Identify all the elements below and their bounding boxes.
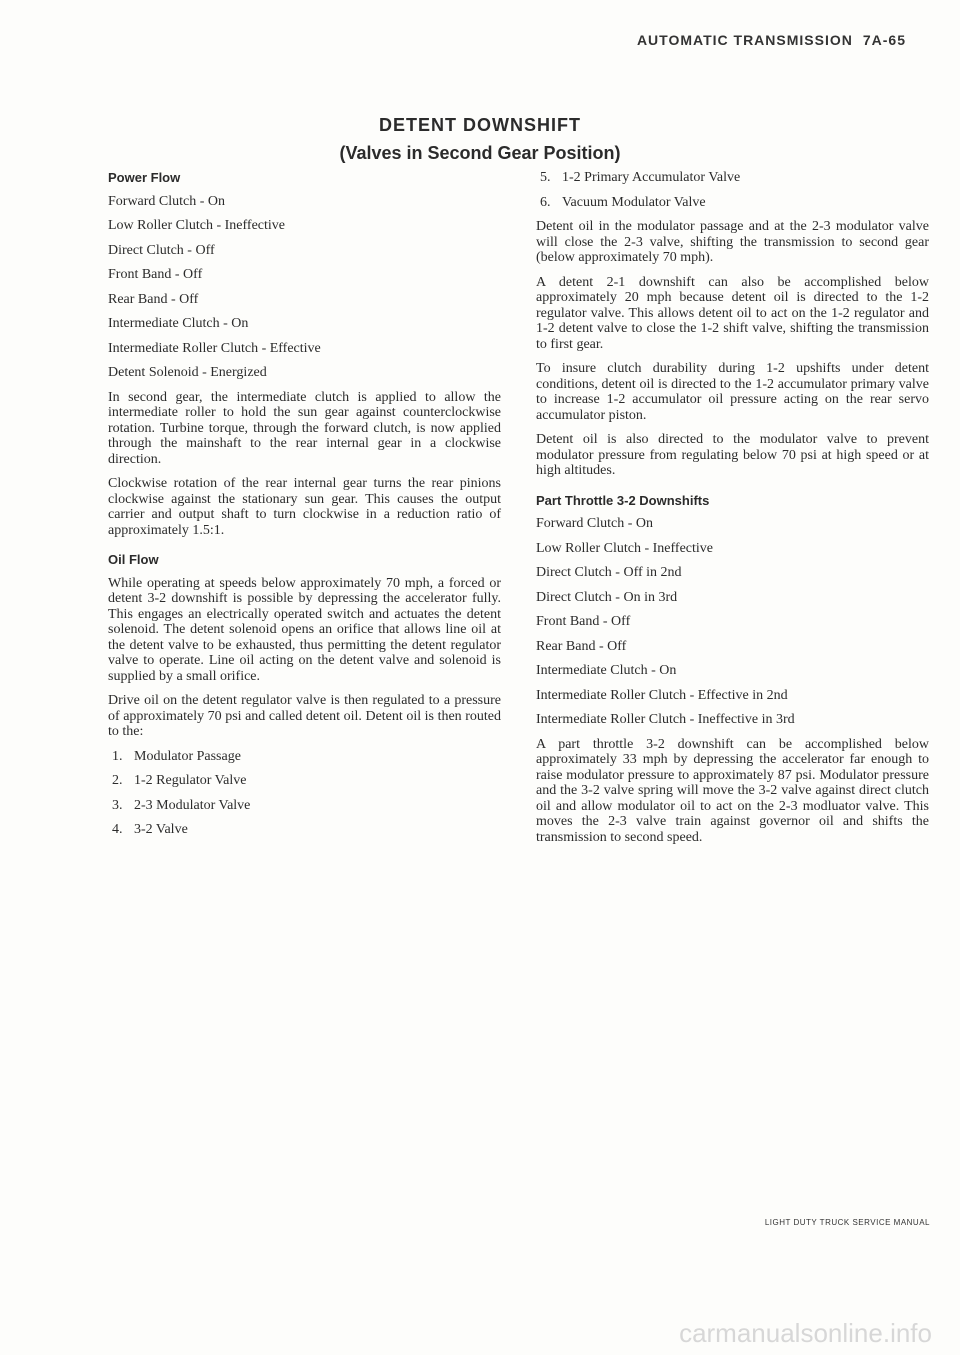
part-throttle-heading: Part Throttle 3-2 Downshifts — [536, 492, 710, 508]
power-flow-heading: Power Flow — [108, 170, 181, 185]
item-number: 6. — [540, 194, 551, 210]
list-item: Intermediate Roller Clutch - Effective in 2nd — [536, 687, 788, 703]
numbered-item — [536, 195, 929, 211]
item-number: 4. — [112, 822, 123, 837]
paragraph: Drive oil on the detent regulator valve is then regulated to a pressure of approximately 70 psi and called detent oil. Detent oil is then routed to the: — [108, 693, 501, 739]
list-item: Detent Solenoid - Energized — [108, 365, 267, 380]
list-item: Rear Band - Off — [108, 291, 199, 307]
item-text: 2-3 Modulator Valve — [134, 797, 251, 813]
paragraph: To insure clutch durability during 1-2 upshifts under detent conditions, detent oil is directed to the 1-2 accumulator primary valve to increase 1-2 accumulator oil pressure acting on the rear servo accumulator piston. — [536, 361, 929, 423]
paragraph: A part throttle 3-2 downshift can be accomplished below approximately 33 mph by depressing the accelerator far enough to raise modulator pressure to approximately 87 psi. Modulator pressure and the 3-2 valve spring will move the 3-2 valve against direct clutch oil and allow modulator oil to act on the 2-3 modluator valve. This moves the 2-3 valve train against governor oil and shifts the transmission to second speed. — [536, 736, 929, 845]
left-column — [108, 170, 501, 847]
paragraph: While operating at speeds below approximately 70 mph, a forced or detent 3-2 downshift is possible by depressing the accelerator fully. This engages an electrically operated switch and actuates the detent solenoid. The detent solenoid opens an orifice that allows line oil at the detent valve to be exhausted, thus permitting the detent regulator valve to operate. Line oil acting on the detent valve and solenoid is supplied by a small orifice. — [108, 575, 501, 684]
item-text: 1-2 Primary Accumulator Valve — [562, 170, 741, 185]
numbered-item — [108, 749, 501, 765]
list-item: Intermediate Roller Clutch - Ineffective in 3rd — [536, 712, 795, 727]
paragraph: In second gear, the intermediate clutch is applied to allow the intermediate roller to hold the sun gear against counterclockwise rotation. Turbine torque, through the forward clutch, is now applied through the mainshaft to the rear internal gear in a clockwise direction. — [108, 389, 501, 467]
item-text: 1-2 Regulator Valve — [134, 773, 247, 788]
list-item: Forward Clutch - On — [536, 516, 654, 531]
numbered-item — [108, 773, 501, 789]
list-item: Intermediate Clutch - On — [108, 316, 249, 331]
list-item: Low Roller Clutch - Ineffective — [536, 540, 714, 556]
paragraph: A detent 2-1 downshift can also be accomplished below approximately 20 mph because detent oil is directed to the 1-2 regulator valve. This allows detent oil to act on the 1-2 regulator and 1-2 detent valve to close the 1-2 shift valve, shifting the transmission to first gear. — [536, 274, 929, 352]
page-subtitle: (Valves in Second Gear Position) — [339, 143, 621, 163]
item-number: 1. — [112, 748, 123, 764]
list-item: Rear Band - Off — [536, 638, 627, 654]
right-column — [536, 170, 929, 854]
list-item: Front Band - Off — [108, 267, 203, 282]
numbered-item — [108, 798, 501, 814]
list-item: Front Band - Off — [536, 614, 631, 629]
paragraph: Detent oil is also directed to the modulator valve to prevent modulator pressure from regulating below 70 psi at high speed or at high altitudes. — [536, 432, 929, 478]
section-title: AUTOMATIC TRANSMISSION — [636, 32, 853, 48]
list-item: Forward Clutch - On — [108, 193, 226, 209]
list-item: Intermediate Roller Clutch - Effective — [108, 340, 321, 356]
item-number: 5. — [540, 170, 551, 185]
list-item: Direct Clutch - Off — [108, 242, 215, 258]
oil-flow-heading: Oil Flow — [108, 552, 159, 567]
page-header — [637, 32, 906, 48]
paragraph: Detent oil in the modulator passage and at the 2-3 modulator valve will close the 2-3 valve, shifting the transmission to second gear (below approximately 70 mph). — [536, 219, 929, 265]
item-text: Modulator Passage — [134, 748, 241, 764]
item-text: Vacuum Modulator Valve — [562, 194, 706, 210]
page-title: DETENT DOWNSHIFT — [379, 115, 581, 135]
numbered-item — [536, 170, 929, 186]
paragraph: Clockwise rotation of the rear internal gear turns the rear pinions clockwise against the stationary sun gear. This causes the output carrier and output shaft to turn clockwise in a reduction ratio of approximately 1.5:1. — [108, 476, 501, 538]
item-text: 3-2 Valve — [134, 822, 188, 837]
numbered-item — [108, 822, 501, 838]
page-footer: LIGHT DUTY TRUCK SERVICE MANUAL — [764, 1218, 930, 1227]
list-item: Intermediate Clutch - On — [536, 663, 677, 678]
list-item: Low Roller Clutch - Ineffective — [108, 218, 286, 233]
page-number: 7A-65 — [862, 32, 906, 48]
list-item: Direct Clutch - Off in 2nd — [536, 565, 682, 580]
item-number: 2. — [112, 773, 123, 788]
list-item: Direct Clutch - On in 3rd — [536, 589, 678, 605]
item-number: 3. — [112, 797, 123, 813]
watermark: carmanualsonline.info — [679, 1318, 932, 1348]
